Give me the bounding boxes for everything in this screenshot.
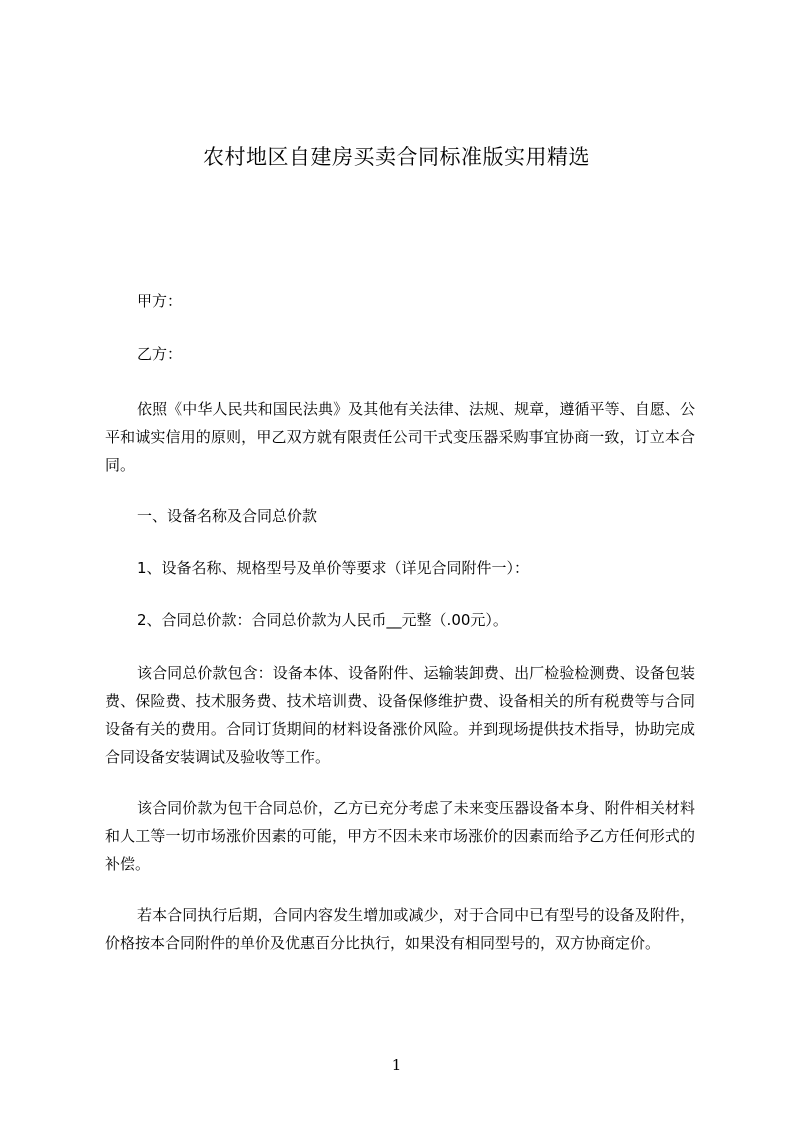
document-title: 农村地区自建房买卖合同标准版实用精选 [203,145,590,169]
section-heading-equipment: 一、设备名称及合同总价款 [137,507,318,525]
page-number: 1 [391,1056,402,1074]
intro-paragraph: 依照《中华人民共和国民法典》及其他有关法律、法规、规章，遵循平等、自愿、公平和诚实信用的原则，甲乙双方就有限责任公司干式变压器采购事宜协商一致，订立本合同。 [105,400,695,474]
party-a-label: 甲方： [137,292,183,310]
price-includes-paragraph: 该合同总价款包含：设备本体、设备附件、运输装卸费、出厂检验检测费、设备包装费、保险费、技术服务费、技术培训费、设备保修维护费、设备相关的所有税费等与合同设备有关的费用。合同订货期间的材料设备涨价风险。并到现场提供技术指导，协助完成合同设备安装调试及验收等工作。 [105,664,695,766]
clause-item-1: 1、设备名称、规格型号及单价等要求（详见合同附件一）： [137,559,530,577]
contract-changes-paragraph: 若本合同执行后期，合同内容发生增加或减少，对于合同中已有型号的设备及附件，价格按本合同附件的单价及优惠百分比执行，如果没有相同型号的，双方协商定价。 [105,906,695,952]
clause-item-2: 2、合同总价款：合同总价款为人民币__元整（.00元）。 [137,611,508,629]
lump-sum-paragraph: 该合同价款为包干合同总价，乙方已充分考虑了未来变压器设备本身、附件相关材料和人工等一切市场涨价因素的可能，甲方不因未来市场涨价的因素而给予乙方任何形式的补偿。 [105,799,695,873]
party-b-label: 乙方： [137,345,183,363]
